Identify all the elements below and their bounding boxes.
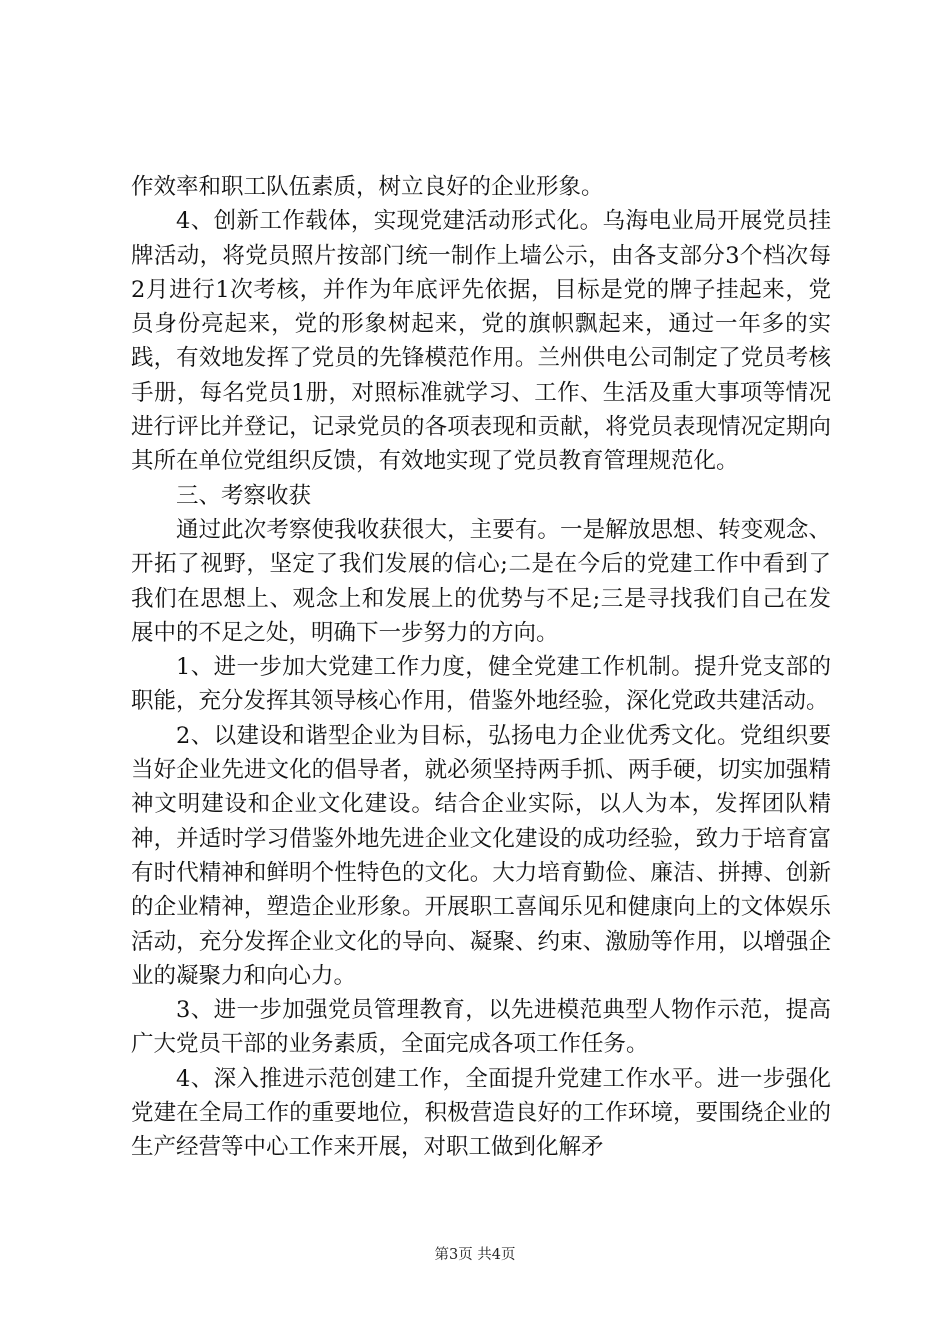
section-heading-inspection-gains: 三、考察收获 <box>176 482 312 509</box>
page-number-footer: 第3页 共4页 <box>434 1247 516 1263</box>
paragraph-gains-summary: 通过此次考察使我收获很大，主要有。一是解放思想、转变观念、开拓了视野，坚定了我们发展的信心;二是在今后的党建工作中看到了我们在思想上、观念上和发展上的优势与不足;三是寻找我们自己在发展中的不足之处，明确下一步努力的方向。 <box>131 516 831 646</box>
paragraph-continuation: 作效率和职工队伍素质，树立良好的企业形象。 <box>131 174 604 200</box>
paragraph-item-4-work-carrier: 4、创新工作载体，实现党建活动形式化。乌海电业局开展党员挂牌活动，将党员照片按部门统一制作上墙公示，由各支部分3个档次每2月进行1次考核，并作为年底评先依据，目标是党的牌子挂起来，党员身份亮起来，党的形象树起来，党的旗帜飘起来，通过一年多的实践，有效地发挥了党员的先锋模范作用。兰州供电公司制定了党员考核手册，每名党员1册，对照标准就学习、工作、生活及重大事项等情况进行评比并登记，记录党员的各项表现和贡献，将党员表现情况定期向其所在单位党组织反馈，有效地实现了党员教育管理规范化。 <box>131 208 831 475</box>
paragraph-item-1: 1、进一步加大党建工作力度，健全党建工作机制。提升党支部的职能，充分发挥其领导核心作用，借鉴外地经验，深化党政共建活动。 <box>131 654 831 715</box>
paragraph-item-2: 2、以建设和谐型企业为目标，弘扬电力企业优秀文化。党组织要当好企业先进文化的倡导者，就必须坚持两手抓、两手硬，切实加强精神文明建设和企业文化建设。结合企业实际，以人为本，发挥团队精神，并适时学习借鉴外地先进企业文化建设的成功经验，致力于培育富有时代精神和鲜明个性特色的文化。大力培育勤俭、廉洁、拼搏、创新的企业精神，塑造企业形象。开展职工喜闻乐见和健康向上的文体娱乐活动，充分发挥企业文化的导向、凝聚、约束、激励等作用，以增强企业的凝聚力和向心力。 <box>131 722 831 989</box>
document-body <box>131 170 831 1165</box>
paragraph-item-3: 3、进一步加强党员管理教育，以先进模范典型人物作示范，提高广大党员干部的业务素质，全面完成各项工作任务。 <box>131 997 831 1058</box>
paragraph-item-4: 4、深入推进示范创建工作，全面提升党建工作水平。进一步强化党建在全局工作的重要地位，积极营造良好的工作环境，要围绕企业的生产经营等中心工作来开展，对职工做到化解矛 <box>131 1065 831 1161</box>
